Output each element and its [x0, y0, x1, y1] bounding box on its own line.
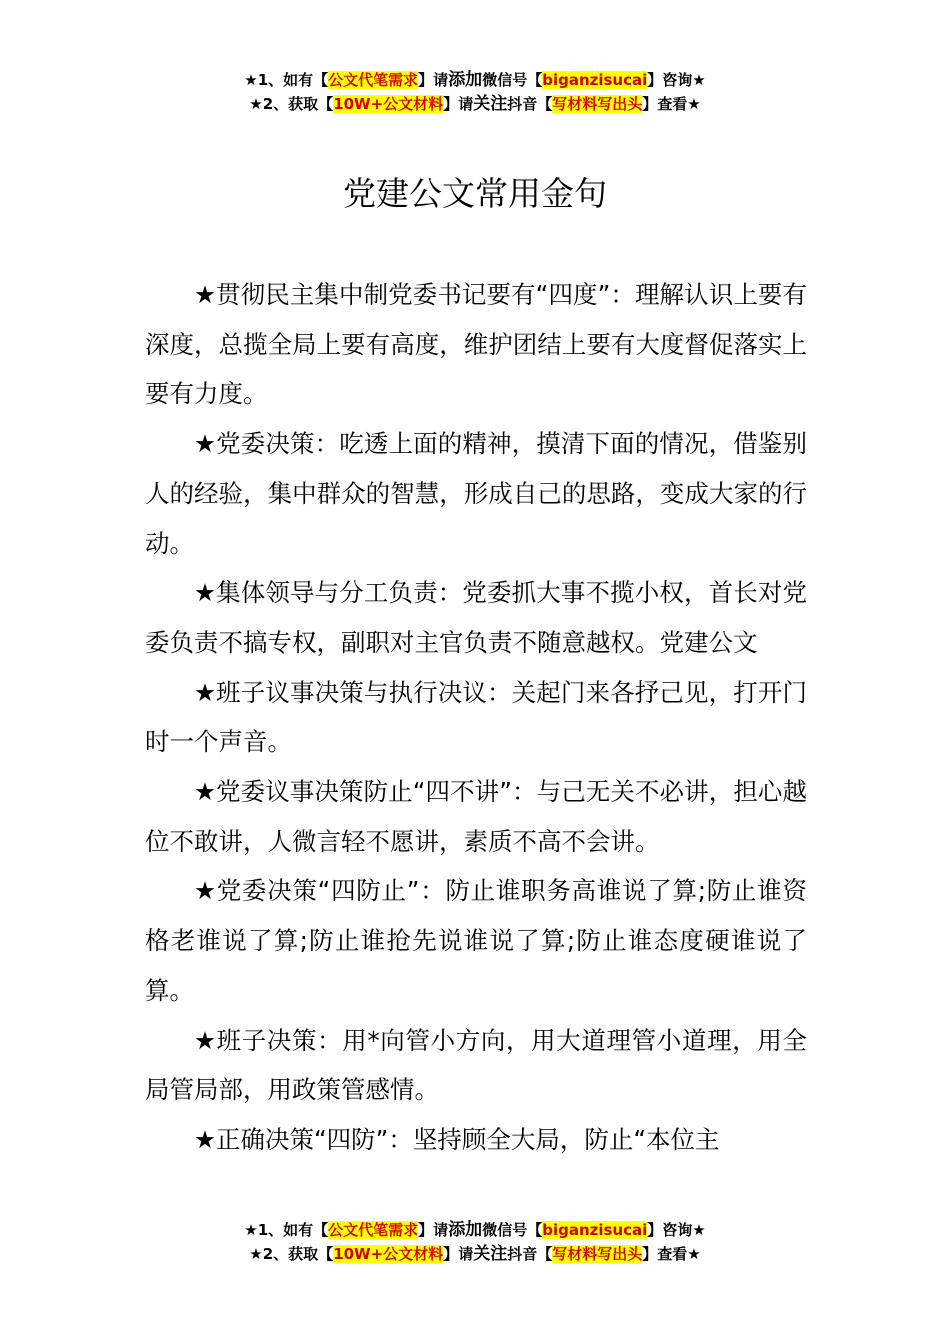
banner-highlight-wechat: biganzisucai — [542, 1221, 648, 1239]
document-title: 党建公文常用金句 — [343, 174, 607, 213]
banner-text: 】请 — [418, 1221, 449, 1239]
banner-line-2 — [0, 92, 950, 116]
paragraph: ★党委决策“四防止”：防止谁职务高谁说了算;防止谁资格老谁说了算;防止谁抢先说谁说了算;防止谁态度硬谁说了算。 — [145, 876, 807, 1005]
banner-line-1 — [0, 1218, 950, 1242]
banner-text: 】查看★ — [642, 95, 701, 113]
banner-highlight-service: 公文代笔需求 — [328, 1221, 419, 1239]
banner-highlight-materials: 10W+公文材料 — [333, 1245, 444, 1263]
banner-text: ★2、获取【 — [249, 1245, 334, 1263]
paragraph: ★贯彻民主集中制党委书记要有“四度”：理解认识上要有深度，总揽全局上要有高度，维护团结上要有大度督促落实上要有力度。 — [145, 280, 807, 409]
document-body — [145, 270, 807, 1215]
paragraph: ★班子议事决策与执行决议：关起门来各抒己见，打开门时一个声音。 — [145, 677, 807, 757]
banner-highlight-wechat: biganzisucai — [542, 71, 648, 89]
banner-emphasis: 添加 — [448, 70, 483, 90]
banner-text: 】查看★ — [642, 1245, 701, 1263]
banner-emphasis: 添加 — [448, 1220, 483, 1240]
paragraph: ★正确决策“四防”：坚持顾全大局，防止“本位主 — [194, 1124, 720, 1154]
paragraph: ★党委议事决策防止“四不讲”：与己无关不必讲，担心越位不敢讲，人微言轻不愿讲，素质不高不会讲。 — [145, 777, 807, 856]
banner-emphasis: 关注 — [473, 1244, 508, 1264]
banner-highlight-service: 公文代笔需求 — [328, 71, 419, 89]
paragraph: ★班子决策：用*向管小方向，用大道理管小道理，用全局管局部，用政策管感情。 — [145, 1025, 807, 1105]
banner-text: 】咨询★ — [647, 71, 706, 89]
banner-text: 微信号【 — [482, 1221, 543, 1239]
paragraph: ★集体领导与分工负责：党委抓大事不揽小权，首长对党委负责不搞专权，副职对主官负责不随意越权。党建公文 — [145, 578, 807, 657]
banner-text: ★1、如有【 — [244, 71, 329, 89]
banner-text: 抖音【 — [507, 95, 553, 113]
banner-text: 微信号【 — [482, 71, 543, 89]
footer-banner — [0, 1218, 950, 1266]
banner-highlight-douyin: 写材料写出头 — [552, 1245, 643, 1263]
banner-highlight-materials: 10W+公文材料 — [333, 95, 444, 113]
banner-text: 】请 — [418, 71, 449, 89]
banner-line-2 — [0, 1242, 950, 1266]
banner-text: 】咨询★ — [647, 1221, 706, 1239]
banner-text: ★2、获取【 — [249, 95, 334, 113]
banner-emphasis: 关注 — [473, 94, 508, 114]
paragraph: ★党委决策：吃透上面的精神，摸清下面的情况，借鉴别人的经验，集中群众的智慧，形成自己的思路，变成大家的行动。 — [145, 429, 807, 558]
banner-line-1 — [0, 68, 950, 92]
banner-text: 】请 — [443, 1245, 474, 1263]
header-banner — [0, 68, 950, 116]
banner-text: 抖音【 — [507, 1245, 553, 1263]
banner-text: 】请 — [443, 95, 474, 113]
banner-highlight-douyin: 写材料写出头 — [552, 95, 643, 113]
banner-text: ★1、如有【 — [244, 1221, 329, 1239]
